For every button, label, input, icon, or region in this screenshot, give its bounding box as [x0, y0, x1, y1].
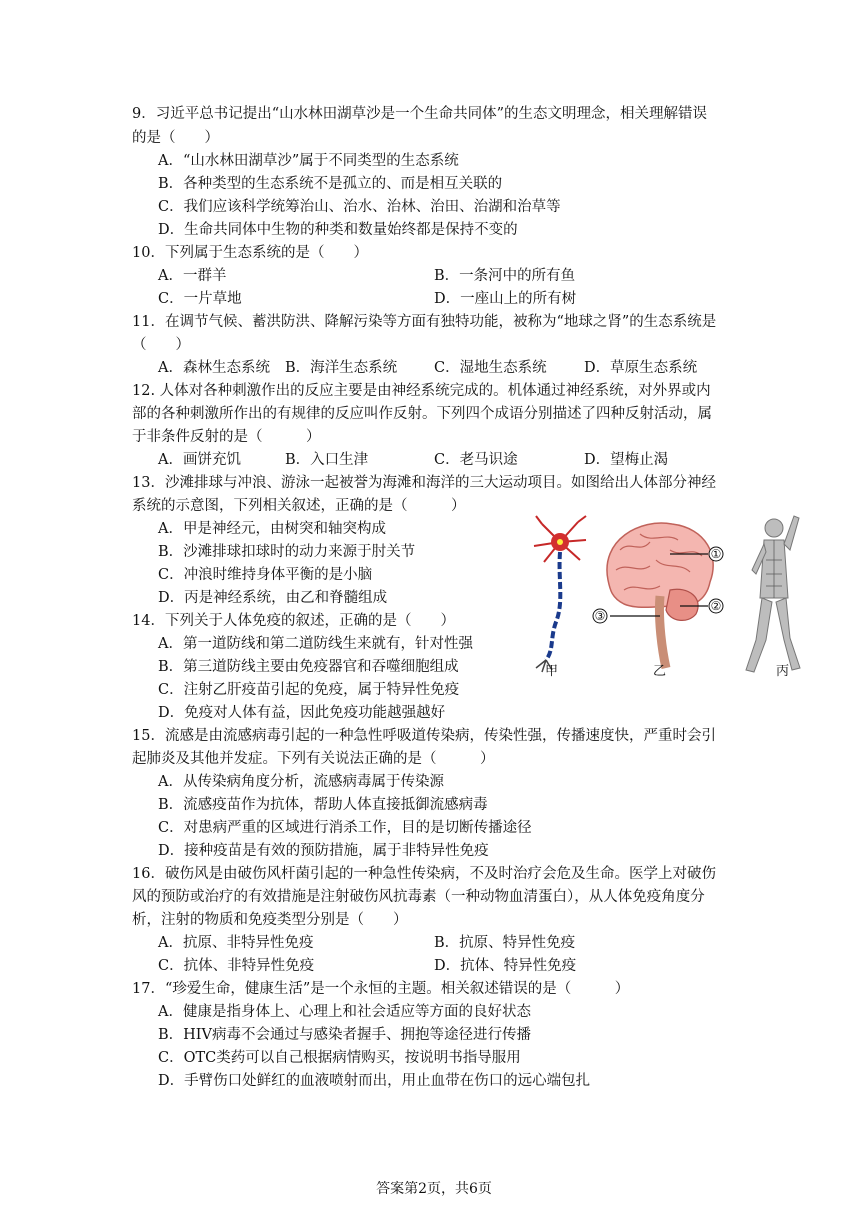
q17-option-a: A．健康是指身体上、心理上和社会适应等方面的良好状态: [158, 1004, 531, 1020]
q16-stem-line3: 析，注射的物质和免疫类型分别是（ ）: [132, 912, 408, 928]
q16-stem-line1: 16．破伤风是由破伤风杆菌引起的一种急性传染病，不及时治疗会危及生命。医学上对破伤: [132, 866, 716, 882]
q11-stem-line1: 11．在调节气候、蓄洪防洪、降解污染等方面有独特功能，被称为“地球之肾”的生态系统是: [132, 314, 717, 330]
figure-mark-1: ①: [710, 547, 722, 561]
q17-option-c: C．OTC类药可以自己根据病情购买，按说明书指导服用: [158, 1050, 521, 1066]
q13-option-a: A．甲是神经元，由树突和轴突构成: [158, 521, 386, 537]
figure-label-jia: 甲: [545, 664, 559, 679]
q14-option-a: A．第一道防线和第二道防线生来就有，针对性强: [158, 636, 473, 652]
q10-option-d: D．一座山上的所有树: [434, 291, 577, 307]
q16-option-d: D．抗体、特异性免疫: [434, 958, 577, 974]
q11-option-c: C．湿地生态系统: [434, 360, 547, 376]
figure-mark-2: ②: [710, 599, 722, 613]
q14-stem: 14．下列关于人体免疫的叙述，正确的是（ ）: [132, 613, 455, 629]
figure-mark-3: ③: [594, 609, 606, 623]
q16-option-b: B．抗原、特异性免疫: [434, 935, 576, 951]
q15-stem-line1: 15．流感是由流感病毒引起的一种急性呼吸道传染病，传染性强，传播速度快，严重时会引: [132, 728, 716, 744]
q10-option-c: C．一片草地: [158, 291, 242, 307]
q9-option-a: A．“山水林田湖草沙”属于不同类型的生态系统: [158, 153, 459, 169]
q12-option-a: A．画饼充饥: [158, 452, 241, 468]
figure-label-bing: 丙: [776, 664, 790, 679]
q12-option-b: B．入口生津: [285, 452, 369, 468]
q14-option-c: C．注射乙肝疫苗引起的免疫，属于特异性免疫: [158, 682, 460, 698]
q10-option-a: A．一群羊: [158, 268, 227, 284]
q13-option-b: B．沙滩排球扣球时的动力来源于肘关节: [158, 544, 416, 560]
q12-option-d: D．望梅止渴: [584, 452, 669, 468]
q9-option-c: C．我们应该科学统筹治山、治水、治林、治田、治湖和治草等: [158, 199, 561, 215]
q12-stem-line2: 部的各种刺激所作出的有规律的反应叫作反射。下列四个成语分别描述了四种反射活动，属: [132, 406, 712, 422]
q15-option-a: A．从传染病角度分析，流感病毒属于传染源: [158, 774, 444, 790]
q12-stem-line3: 于非条件反射的是（ ）: [132, 429, 321, 445]
q9-stem-line1: 9．习近平总书记提出“山水林田湖草沙是一个生命共同体”的生态文明理念，相关理解错误: [132, 106, 708, 122]
q17-option-d: D．手臂伤口处鲜红的血液喷射而出，用止血带在伤口的远心端包扎: [158, 1073, 591, 1089]
q11-option-d: D．草原生态系统: [584, 360, 698, 376]
neuron-drawing: [534, 516, 586, 672]
q14-option-d: D．免疫对人体有益，因此免疫功能越强越好: [158, 705, 446, 721]
q16-stem-line2: 风的预防或治疗的有效措施是注射破伤风抗毒素（一种动物血清蛋白），从人体免疫角度分: [132, 889, 705, 905]
q11-option-b: B．海洋生态系统: [285, 360, 398, 376]
q11-stem-line2: （ ）: [132, 337, 190, 353]
q13-stem-line1: 13．沙滩排球与冲浪、游泳一起被誉为海滩和海洋的三大运动项目。如图给出人体部分神经: [132, 475, 716, 491]
q13-stem-line2: 系统的示意图，下列相关叙述，正确的是（ ）: [132, 498, 466, 514]
brain-drawing: [593, 523, 723, 668]
q10-stem: 10．下列属于生态系统的是（ ）: [132, 245, 368, 261]
q15-option-d: D．接种疫苗是有效的预防措施，属于非特异性免疫: [158, 843, 489, 859]
q13-option-c: C．冲浪时维持身体平衡的是小脑: [158, 567, 373, 583]
figure-drawing: [520, 510, 820, 680]
q14-option-b: B．第三道防线主要由免疫器官和吞噬细胞组成: [158, 659, 459, 675]
page-footer: 答案第2页，共6页: [376, 1181, 492, 1197]
figure-label-yi: 乙: [653, 664, 667, 679]
q17-stem: 17．“珍爱生命，健康生活”是一个永恒的主题。相关叙述错误的是（ ）: [132, 981, 630, 997]
q9-option-d: D．生命共同体中生物的种类和数量始终都是保持不变的: [158, 222, 518, 238]
q13-option-d: D．丙是神经系统，由乙和脊髓组成: [158, 590, 388, 606]
q17-option-b: B．HIV病毒不会通过与感染者握手、拥抱等途径进行传播: [158, 1027, 531, 1043]
q12-option-c: C．老马识途: [434, 452, 518, 468]
q15-stem-line2: 起肺炎及其他并发症。下列有关说法正确的是（ ）: [132, 751, 495, 767]
q9-stem-line2: 的是（ ）: [132, 130, 219, 146]
human-nervous-system-drawing: [746, 516, 800, 672]
q11-option-a: A．森林生态系统: [158, 360, 270, 376]
nervous-system-figure: [520, 510, 820, 680]
q12-stem-line1: 12. 人体对各种刺激作出的反应主要是由神经系统完成的。机体通过神经系统，对外界或内: [132, 383, 711, 399]
q9-option-b: B．各种类型的生态系统不是孤立的、而是相互关联的: [158, 176, 503, 192]
q15-option-b: B．流感疫苗作为抗体，帮助人体直接抵御流感病毒: [158, 797, 488, 813]
q15-option-c: C．对患病严重的区域进行消杀工作，目的是切断传播途径: [158, 820, 532, 836]
q16-option-c: C．抗体、非特异性免疫: [158, 958, 315, 974]
q16-option-a: A．抗原、非特异性免疫: [158, 935, 314, 951]
q10-option-b: B．一条河中的所有鱼: [434, 268, 576, 284]
